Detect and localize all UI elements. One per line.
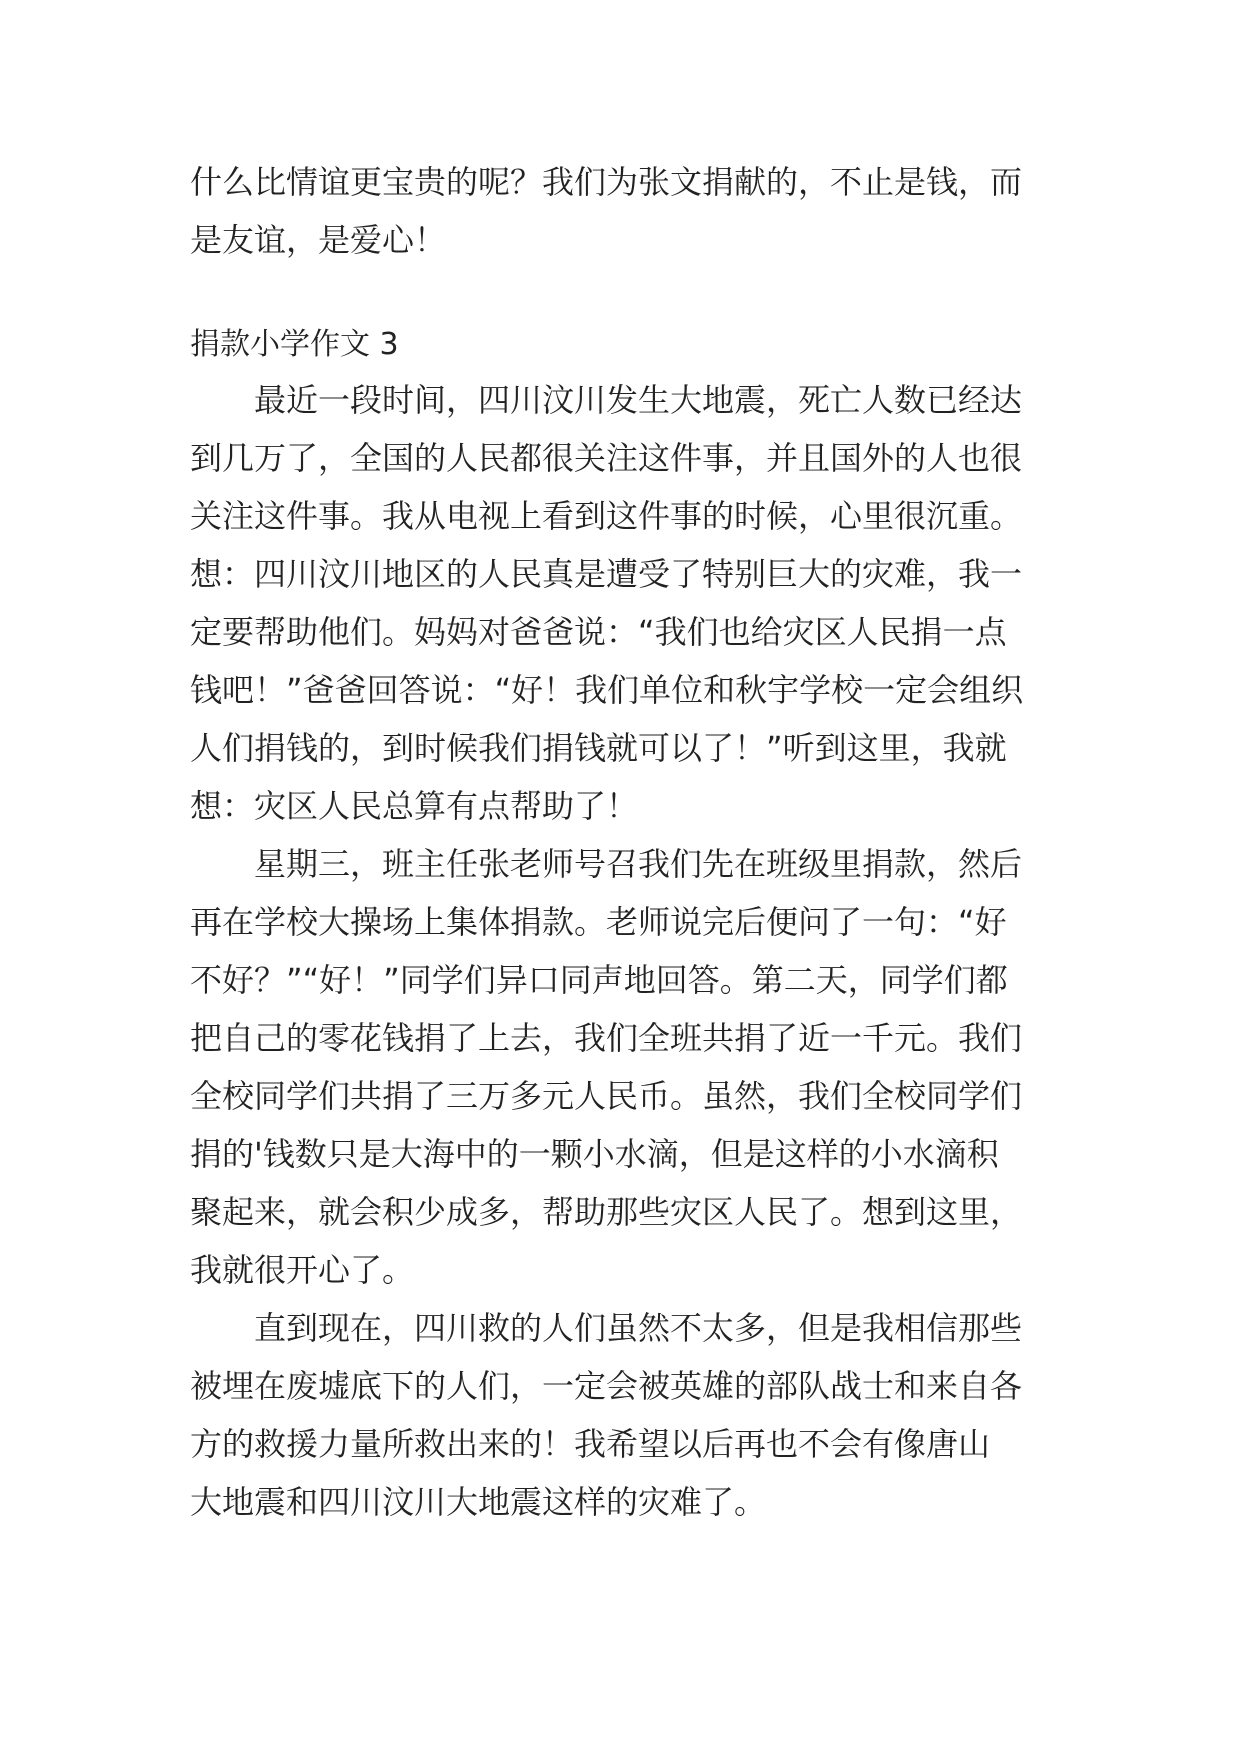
body-line: 想：四川汶川地区的人民真是遭受了特别巨大的灾难，我一 (190, 555, 1023, 593)
intro-line: 什么比情谊更宝贵的呢？我们为张文捐献的，不止是钱，而 (190, 163, 1023, 201)
body-line: 不好？”“好！”同学们异口同声地回答。第二天，同学们都 (190, 961, 1008, 999)
body-line: 大地震和四川汶川大地震这样的灾难了。 (190, 1483, 767, 1521)
body-line: 最近一段时间，四川汶川发生大地震，死亡人数已经达 (190, 381, 1023, 419)
body-line: 星期三，班主任张老师号召我们先在班级里捐款，然后 (190, 845, 1023, 883)
body-line: 想：灾区人民总算有点帮助了！ (190, 787, 639, 825)
body-line: 关注这件事。我从电视上看到这件事的时候，心里很沉重。 (190, 497, 1023, 535)
body-line: 全校同学们共捐了三万多元人民币。虽然，我们全校同学们 (190, 1077, 1023, 1115)
body-line: 捐的'钱数只是大海中的一颗小水滴，但是这样的小水滴积 (190, 1135, 999, 1173)
body-line: 钱吧！”爸爸回答说：“好！我们单位和秋宇学校一定会组织 (190, 671, 1024, 709)
body-line: 再在学校大操场上集体捐款。老师说完后便问了一句：“好 (190, 903, 1007, 941)
body-line: 定要帮助他们。妈妈对爸爸说：“我们也给灾区人民捐一点 (190, 613, 1007, 651)
section-title: 捐款小学作文 3 (190, 327, 399, 362)
body-line: 被埋在废墟底下的人们，一定会被英雄的部队战士和来自各 (190, 1367, 1023, 1405)
body-line: 直到现在，四川救的人们虽然不太多，但是我相信那些 (190, 1309, 1023, 1347)
body-line: 把自己的零花钱捐了上去，我们全班共捐了近一千元。我们 (190, 1019, 1023, 1057)
body-line: 聚起来，就会积少成多，帮助那些灾区人民了。想到这里， (190, 1193, 1023, 1231)
intro-line: 是友谊，是爱心！ (190, 221, 447, 259)
body-line: 我就很开心了。 (190, 1251, 415, 1289)
body-line: 到几万了，全国的人民都很关注这件事，并且国外的人也很 (190, 439, 1023, 477)
body-line: 方的救援力量所救出来的！我希望以后再也不会有像唐山 (190, 1425, 991, 1463)
body-line: 人们捐钱的，到时候我们捐钱就可以了！”听到这里，我就 (190, 729, 1007, 767)
